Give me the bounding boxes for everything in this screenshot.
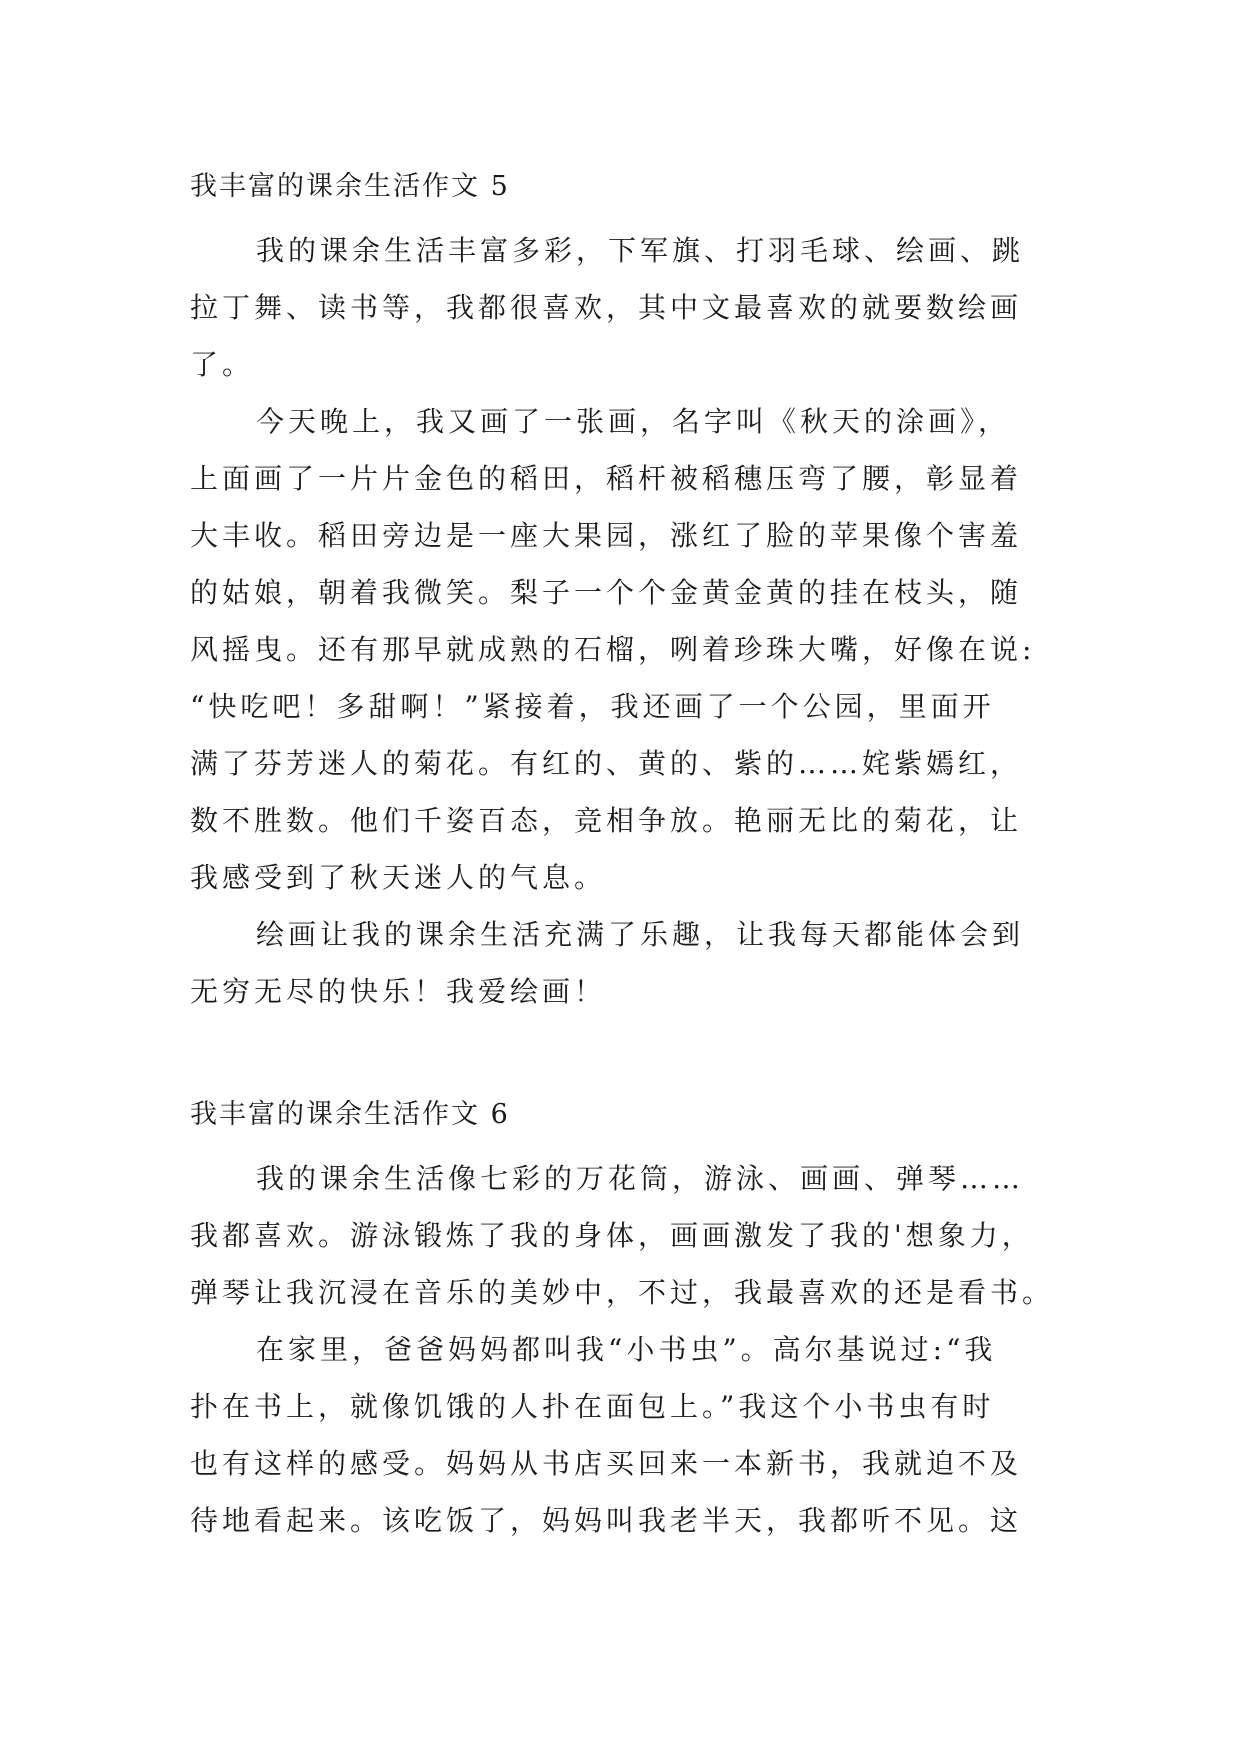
essay-5-p2-line-2: 上面画了一片片金色的稻田，稻杆被稻穗压弯了腰，彰显着 bbox=[190, 462, 1023, 495]
essay-6-p2-line-3: 也有这样的感受。妈妈从书店买回来一本新书，我就迫不及 bbox=[190, 1447, 1023, 1480]
essay-5-p3-line-1: 绘画让我的课余生活充满了乐趣，让我每天都能体会到 bbox=[256, 918, 1025, 951]
essay-5-p3-line-2: 无穷无尽的快乐！我爱绘画！ bbox=[190, 975, 607, 1008]
essay-5-p1-line-1: 我的课余生活丰富多彩，下军旗、打羽毛球、绘画、跳 bbox=[256, 234, 1025, 267]
essay-6-p1-line-1: 我的课余生活像七彩的万花筒，游泳、画画、弹琴…… bbox=[256, 1162, 1025, 1195]
essay-6-p2-line-4: 待地看起来。该吃饭了，妈妈叫我老半天，我都听不见。这 bbox=[190, 1504, 1023, 1537]
essay-5-p2-line-8: 数不胜数。他们千姿百态，竞相争放。艳丽无比的菊花，让 bbox=[190, 804, 1023, 837]
essay-5-p2-line-4: 的姑娘，朝着我微笑。梨子一个个金黄金黄的挂在枝头，随 bbox=[190, 576, 1023, 609]
essay-5-p2-line-1: 今天晚上，我又画了一张画，名字叫《秋天的涂画》， bbox=[256, 405, 1011, 438]
essay-6-p1-line-3: 弹琴让我沉浸在音乐的美妙中，不过，我最喜欢的还是看书。 bbox=[190, 1276, 1055, 1309]
essay-5-title: 我丰富的课余生活作文 5 bbox=[190, 171, 510, 202]
essay-5-p2-line-6: “快吃吧！多甜啊！”紧接着，我还画了一个公园，里面开 bbox=[190, 690, 995, 723]
essay-6-title: 我丰富的课余生活作文 6 bbox=[190, 1099, 510, 1130]
essay-6-p2-line-1: 在家里，爸爸妈妈都叫我“小书虫”。高尔基说过:“我 bbox=[256, 1333, 997, 1366]
essay-5-p1-line-2: 拉丁舞、读书等，我都很喜欢，其中文最喜欢的就要数绘画 bbox=[190, 291, 1023, 324]
essay-5-p2-line-5: 风摇曳。还有那早就成熟的石榴，咧着珍珠大嘴，好像在说: bbox=[190, 633, 1036, 666]
essay-5-p2-line-9: 我感受到了秋天迷人的气息。 bbox=[190, 861, 607, 894]
essay-6-p2-line-2: 扑在书上，就像饥饿的人扑在面包上。”我这个小书虫有时 bbox=[190, 1390, 995, 1423]
essay-5-p2-line-7: 满了芬芳迷人的菊花。有红的、黄的、紫的……姹紫嫣红， bbox=[190, 747, 1023, 780]
essay-5-p2-line-3: 大丰收。稻田旁边是一座大果园，涨红了脸的苹果像个害羞 bbox=[190, 519, 1023, 552]
essay-5-p1-line-3: 了。 bbox=[190, 348, 255, 381]
essay-6-p1-line-2: 我都喜欢。游泳锻炼了我的身体，画画激发了我的'想象力， bbox=[190, 1219, 1034, 1252]
